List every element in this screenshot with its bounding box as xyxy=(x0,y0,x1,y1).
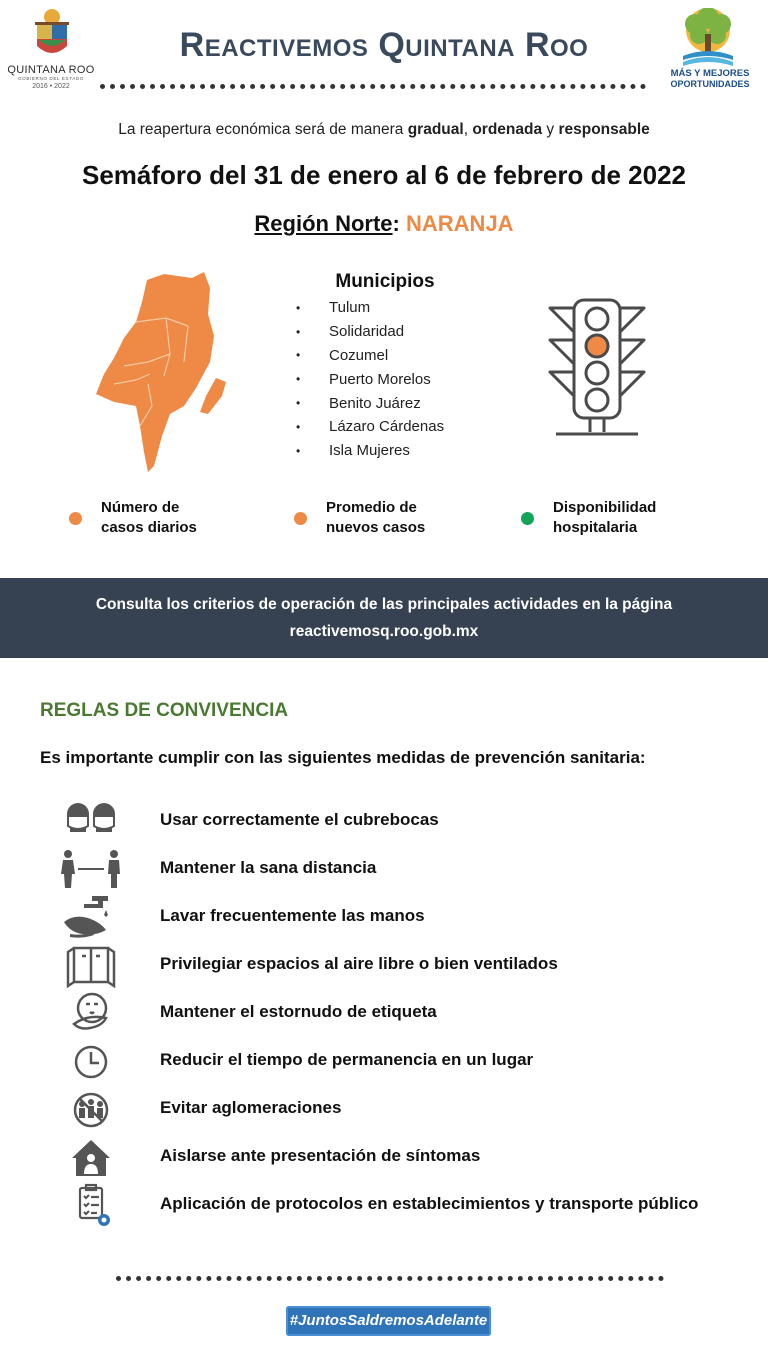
intro-sep-2: y xyxy=(542,121,559,138)
rule-item xyxy=(60,1182,740,1228)
rule-item xyxy=(60,1134,740,1180)
region-map-icon xyxy=(92,266,232,476)
rule-item xyxy=(60,942,740,988)
rule-text: Reducir el tiempo de permanencia en un lugar xyxy=(160,1050,534,1069)
municipio-name: Cozumel xyxy=(329,346,389,364)
status-dot xyxy=(69,512,82,525)
rule-item xyxy=(60,1038,740,1084)
hashtag-badge: #JuntosSaldremosAdelante xyxy=(286,1306,491,1336)
hand-wash-icon xyxy=(60,894,122,940)
info-banner xyxy=(0,578,768,658)
rule-text: Lavar frecuentemente las manos xyxy=(160,906,425,925)
clock-icon xyxy=(60,1038,122,1084)
home-isolation-icon xyxy=(60,1134,122,1180)
face-mask-icon xyxy=(60,798,122,844)
state-logo xyxy=(6,8,96,92)
list-item xyxy=(296,415,444,439)
region-color-level: NARANJA xyxy=(406,211,514,236)
tree-logo-icon xyxy=(675,8,741,70)
social-distance-icon xyxy=(60,846,122,892)
dotted-divider-bottom xyxy=(116,1276,664,1281)
region-name: Región Norte xyxy=(254,211,393,236)
status-dot xyxy=(521,512,534,525)
rule-text: Mantener el estornudo de etiqueta xyxy=(160,1002,437,1021)
rule-text: Privilegiar espacios al aire libre o bien ventilados xyxy=(160,954,558,973)
indicator-label: Promedio de nuevos casos xyxy=(326,499,426,536)
protocol-checklist-icon xyxy=(60,1182,122,1228)
list-bullet: • xyxy=(296,372,301,387)
list-item xyxy=(296,439,444,463)
reopening-statement xyxy=(0,121,768,139)
intro-word-gradual: gradual xyxy=(407,121,464,138)
list-bullet: • xyxy=(296,348,301,363)
indicator-hospital-availability xyxy=(521,498,721,542)
rule-item xyxy=(60,846,740,892)
municipio-name: Benito Juárez xyxy=(329,394,421,412)
intro-sep-1: , xyxy=(463,121,473,138)
rule-item xyxy=(60,798,740,844)
municipio-name: Isla Mujeres xyxy=(329,442,410,460)
state-years: 2016 • 2022 xyxy=(32,83,70,90)
region-separator: : xyxy=(392,211,406,236)
list-item xyxy=(296,344,444,368)
rule-text: Aislarse ante presentación de síntomas xyxy=(160,1146,481,1165)
list-item xyxy=(296,391,444,415)
list-bullet: • xyxy=(296,419,301,434)
banner-link[interactable]: reactivemosq.roo.gob.mx xyxy=(289,623,479,640)
sneeze-etiquette-icon xyxy=(60,990,122,1036)
intro-prefix: La reapertura económica será de manera xyxy=(118,121,408,138)
list-bullet: • xyxy=(296,443,301,458)
list-item xyxy=(296,320,444,344)
region-status xyxy=(0,211,768,237)
municipios-list xyxy=(296,296,444,463)
banner-text: Consulta los criterios de operación de las principales actividades en la página xyxy=(95,596,673,613)
open-window-icon xyxy=(60,942,122,988)
intro-word-responsable: responsable xyxy=(558,121,650,138)
rule-item xyxy=(60,894,740,940)
indicator-daily-cases xyxy=(69,498,249,542)
traffic-light-icon xyxy=(546,296,650,438)
municipio-name: Solidaridad xyxy=(329,323,405,341)
municipio-name: Lázaro Cárdenas xyxy=(329,418,445,436)
rule-text: Usar correctamente el cubrebocas xyxy=(160,810,439,829)
rule-item xyxy=(60,1086,740,1132)
municipio-name: Puerto Morelos xyxy=(329,370,431,388)
rule-text: Aplicación de protocolos en establecimientos y transporte público xyxy=(160,1194,699,1213)
state-name: QUINTANA ROO xyxy=(7,64,95,76)
rules-title: REGLAS DE CONVIVENCIA xyxy=(40,700,289,721)
rule-text: Mantener la sana distancia xyxy=(160,858,377,877)
rule-item xyxy=(60,990,740,1036)
slogan-logo xyxy=(665,8,755,92)
slogan-line2: OPORTUNIDADES xyxy=(670,79,750,89)
rule-text: Evitar aglomeraciones xyxy=(160,1098,342,1117)
list-item xyxy=(296,367,444,391)
page-title: Reactivemos Quintana Roo xyxy=(179,26,589,64)
municipio-name: Tulum xyxy=(329,299,371,317)
no-crowds-icon xyxy=(60,1086,122,1132)
list-item xyxy=(296,296,444,320)
status-dot xyxy=(294,512,307,525)
municipios-title: Municipios xyxy=(335,271,435,292)
semaforo-title: Semáforo del 31 de enero al 6 de febrero de 2022 xyxy=(81,160,687,190)
list-bullet: • xyxy=(296,324,301,339)
state-seal-icon xyxy=(33,8,71,60)
indicator-label: Número de casos diarios xyxy=(101,499,197,536)
slogan-line1: MÁS Y MEJORES xyxy=(670,68,750,79)
rules-intro: Es importante cumplir con las siguientes medidas de prevención sanitaria: xyxy=(40,748,646,767)
dotted-divider-top xyxy=(100,84,646,89)
indicator-label: Disponibilidad hospitalaria xyxy=(553,499,657,536)
list-bullet: • xyxy=(296,396,301,411)
indicator-new-cases-average xyxy=(294,498,474,542)
state-subtitle: GOBIERNO DEL ESTADO xyxy=(17,76,85,81)
list-bullet: • xyxy=(296,300,301,315)
intro-word-ordenada: ordenada xyxy=(472,121,543,138)
